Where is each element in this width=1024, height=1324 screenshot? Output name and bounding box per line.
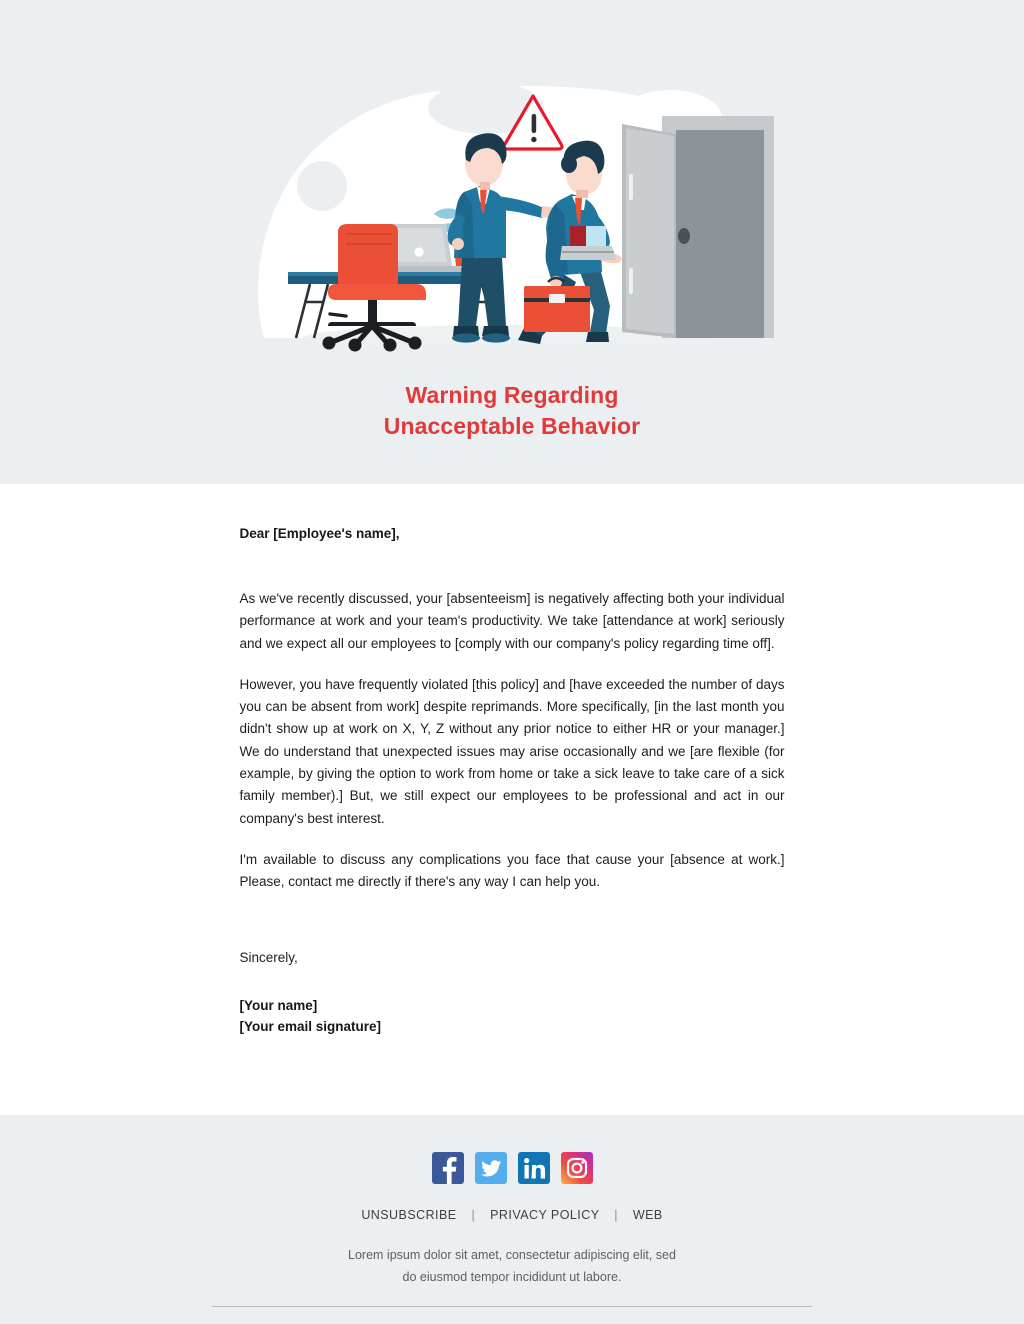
employee-leaving-office-illustration — [250, 86, 774, 354]
red-briefcase — [524, 278, 590, 332]
body-paragraph-2: However, you have frequently violated [this policy] and [have exceeded the number of days you can be absent from work] despite reprimands. More specifically, [in the last month you didn't show up at work on X, Y, Z without any prior notice to either HR or your manager.] We do understand that unexpected issues may arise occasionally and we [are flexible (for example, by giving the option to work from home or take a sick leave to take care of a sick family member).] But, we still expect our employees to be professional and act in our company's best interest. — [239, 676, 785, 826]
instagram-icon[interactable] — [561, 1152, 593, 1184]
body-paragraph-3: I'm available to discuss any complications you face that cause your [absence at work.] Please, contact me directly if there's any way I can help you. — [239, 851, 785, 890]
body-content — [240, 524, 785, 1038]
footer-links — [0, 1208, 1024, 1222]
legal-line-1: Lorem ipsum dolor sit amet, consectetur adipiscing elit, sed — [348, 1248, 676, 1262]
link-separator-2: | — [614, 1208, 618, 1222]
legal-line-2: do eiusmod tempor incididunt ut labore. — [402, 1270, 622, 1284]
signature-block — [240, 995, 785, 1038]
body-paragraph-1: As we've recently discussed, your [absenteeism] is negatively affecting both your individual performance at work and your team's productivity. We take [attendance at work] seriously and we expect all our employees to [comply with our company's policy regarding time off]. — [239, 591, 785, 651]
privacy-policy-link[interactable]: PRIVACY POLICY — [490, 1208, 600, 1222]
signature-email-line: [Your email signature] — [239, 1019, 382, 1035]
email-footer — [0, 1115, 1024, 1324]
twitter-icon[interactable] — [475, 1152, 507, 1184]
hero-illustration — [250, 86, 774, 354]
facebook-icon[interactable] — [432, 1152, 464, 1184]
salutation: Dear [Employee's name], — [239, 526, 400, 541]
email-header — [0, 0, 1024, 484]
web-link[interactable]: WEB — [632, 1208, 663, 1222]
unsubscribe-link[interactable]: UNSUBSCRIBE — [361, 1208, 457, 1222]
link-separator-1: | — [471, 1208, 476, 1222]
closing-line: Sincerely, — [239, 949, 298, 965]
linkedin-icon[interactable] — [518, 1152, 550, 1184]
email-body — [0, 484, 1024, 1115]
legal-text — [0, 1244, 1024, 1288]
open-door — [622, 116, 774, 338]
social-links — [0, 1152, 1024, 1184]
signature-name: [Your name] — [239, 997, 318, 1013]
title-line-1: Warning Regarding — [405, 382, 619, 408]
footer-divider — [212, 1306, 812, 1307]
page-title — [0, 380, 1024, 442]
title-line-2: Unacceptable Behavior — [383, 413, 641, 439]
